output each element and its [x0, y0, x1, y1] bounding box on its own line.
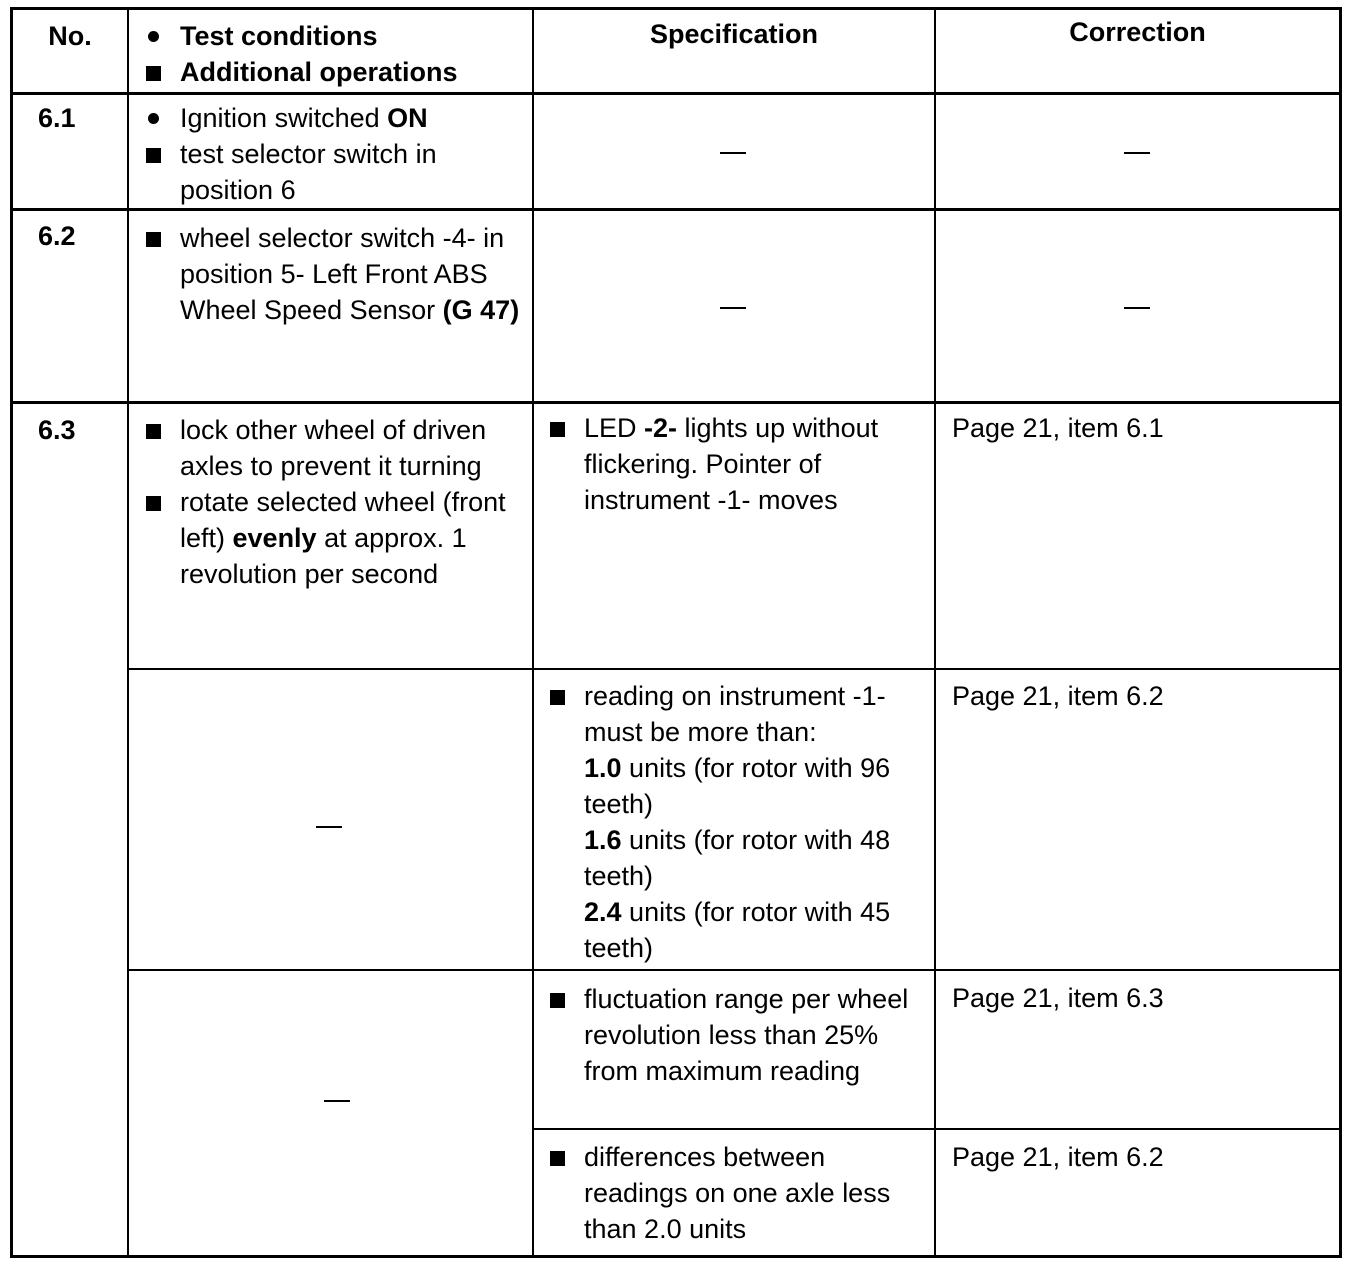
specification-cell: LED -2- lights up without flickering. Pointer of instrument -1- moves: [548, 410, 928, 518]
row-number: 6.3: [38, 415, 76, 445]
correction-cell: Page 21, item 6.1: [952, 413, 1164, 443]
row-number: 6.1: [38, 103, 76, 133]
empty-dash: [1124, 152, 1150, 154]
specification-cell: fluctuation range per wheel revolution less than 25% from maximum reading: [548, 981, 928, 1089]
test-conditions-cell: lock other wheel of driven axles to prevent it turning rotate selected wheel (front left) evenly at approx. 1 revolution per second: [144, 412, 524, 592]
correction-cell: Page 21, item 6.2: [952, 1142, 1164, 1172]
bullet-square-icon: [548, 410, 578, 446]
correction-cell: Page 21, item 6.2: [952, 681, 1164, 711]
header-correction: Correction: [1069, 17, 1206, 47]
bullet-square-icon: [548, 1139, 578, 1175]
bullet-square-icon: [144, 136, 174, 172]
empty-dash: [720, 152, 746, 154]
test-conditions-cell: wheel selector switch -4- in position 5- Left Front ABS Wheel Speed Sensor (G 47): [144, 220, 524, 328]
bullet-dot-icon: [144, 18, 174, 54]
bullet-square-icon: [144, 484, 174, 520]
header-no: No.: [48, 21, 92, 51]
test-conditions-cell: Ignition switched ON test selector switch in position 6: [144, 100, 524, 208]
bullet-dot-icon: [144, 100, 174, 136]
bullet-square-icon: [144, 54, 174, 90]
header-conditions: Test conditions Additional operations: [144, 18, 529, 90]
specification-cell: reading on instrument -1- must be more than: 1.0 units (for rotor with 96 teeth) 1.6 units (for rotor with 48 teeth) 2.4 units (for rotor with 45 teeth): [548, 678, 928, 966]
specification-cell: differences between readings on one axle less than 2.0 units: [548, 1139, 928, 1247]
empty-dash: [316, 826, 342, 828]
empty-dash: [1124, 307, 1150, 309]
empty-dash: [720, 307, 746, 309]
correction-cell: Page 21, item 6.3: [952, 983, 1164, 1013]
bullet-square-icon: [144, 412, 174, 448]
bullet-square-icon: [548, 981, 578, 1017]
row-number: 6.2: [38, 221, 76, 251]
bullet-square-icon: [548, 678, 578, 714]
header-specification: Specification: [649, 19, 819, 49]
bullet-square-icon: [144, 220, 174, 256]
empty-dash: [324, 1100, 350, 1102]
